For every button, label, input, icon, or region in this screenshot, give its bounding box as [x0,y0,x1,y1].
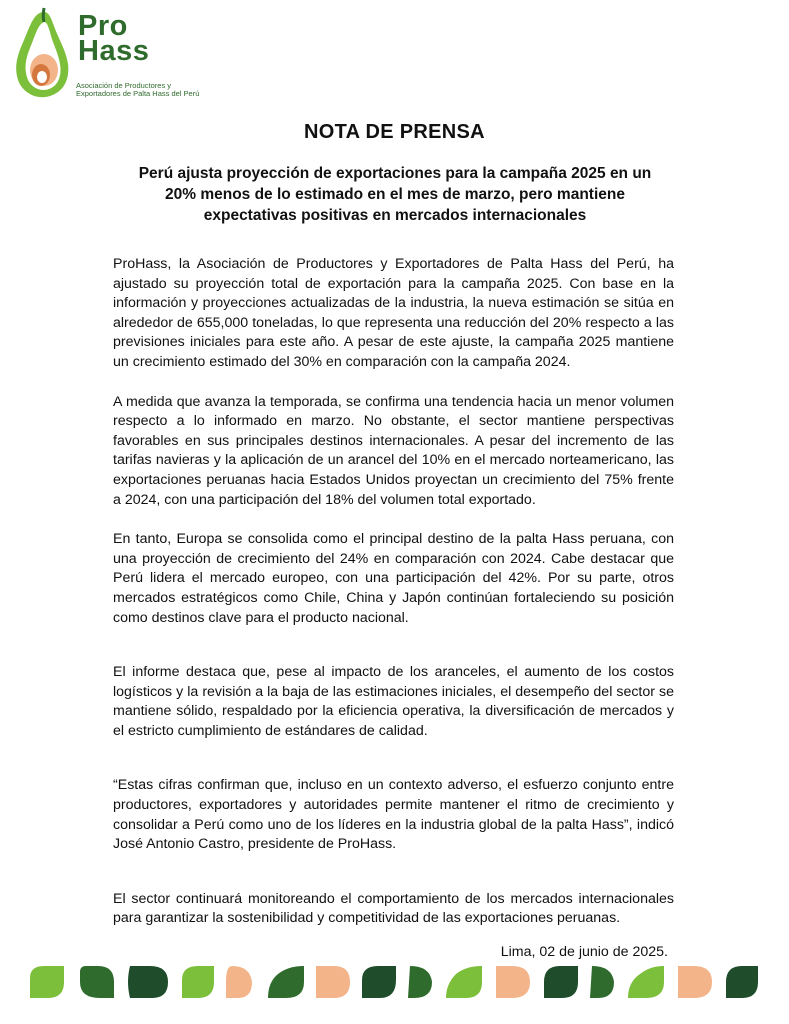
prohass-logo [8,6,208,102]
logo-wordmark-hass: Hass [78,35,150,67]
leaf-icon [316,966,350,998]
paragraph: A medida que avanza la temporada, se confirma una tendencia hacia un menor volumen respecto a lo informado en marzo. No obstante, el sector mantiene perspectivas favorables en sus principales destinos internacionales. A pesar del incremento de las tarifas navieras y la aplicación de un arancel del 10% en el mercado norteamericano, las exportaciones peruanas hacia Estados Unidos proyectan un crecimiento del 75% frente a 2024, con una participación del 18% del volumen total exportado. [113,393,674,508]
leaf-icon [590,966,614,998]
leaf-icon [446,966,482,998]
logo-wordmark-pro: Pro [78,10,128,42]
logo-wordmark [78,10,208,67]
leaf-icon [226,966,252,998]
paragraph: En tanto, Europa se consolida como el principal destino de la palta Hass peruana, con una proyección de crecimiento del 24% en comparación con 2024. Cabe destacar que Perú lidera el mercado europeo, con una participación del 42%. Por su parte, otros mercados estratégicos como Chile, China y Japón continúan fortaleciendo su posición como destinos clave para el producto nacional. [113,531,674,626]
leaf-icon [628,966,664,998]
paragraph: El sector continuará monitoreando el comportamiento de los mercados internacionales para garantizar la sostenibilidad y competitividad de las exportaciones peruanas. [113,890,674,927]
avocado-logo-icon [8,6,76,102]
leaf-icon [30,966,64,998]
document-body [113,255,674,960]
leaf-icon [128,966,168,998]
leaf-icon [268,966,304,998]
document-title: NOTA DE PRENSA [304,121,485,143]
dateline: Lima, 02 de junio de 2025. [500,944,668,961]
leaf-icon [182,966,214,998]
leaf-icon [496,966,530,998]
logo-tagline-line2: Exportadores de Palta Hass del Perú [76,89,200,98]
avocado-border-decoration [0,962,789,1002]
leaf-icon [362,966,396,998]
logo-tagline-line1: Asociación de Productores y [76,81,172,90]
paragraph: ProHass, la Asociación de Productores y Exportadores de Palta Hass del Perú, ha ajustado su proyección total de exportación para la campaña 2025. Con base en la información y proyecciones actualizadas de la industria, la nueva estimación se sitúa en alrededor de 655,000 toneladas, lo que representa una reducción del 20% respecto a las previsiones iniciales para este año. A pesar de este ajuste, la campaña 2025 mantiene un crecimiento estimado del 30% en comparación con la campaña 2024. [113,256,674,370]
logo-tagline [76,82,216,98]
leaf-row [30,966,758,998]
leaf-icon [408,966,432,998]
paragraph: El informe destaca que, pese al impacto de los aranceles, el aumento de los costos logísticos y la revisión a la baja de las estimaciones iniciales, el desempeño del sector se mantiene sólido, respaldado por la eficiencia operativa, la diversificación de mercados y el estricto cumplimiento de estándares de calidad. [113,664,674,739]
leaf-icon [678,966,712,998]
leaf-icon [544,966,578,998]
leaf-icon [726,966,758,998]
leaf-icon [80,966,114,998]
quote-paragraph: “Estas cifras confirman que, incluso en un contexto adverso, el esfuerzo conjunto entre productores, exportadores y autoridades permite mantener el ritmo de crecimiento y consolidar a Perú como uno de los líderes en la industria global de la palta Hass”, indicó José Antonio Castro, presidente de ProHass. [113,777,674,853]
document-subtitle: Perú ajusta proyección de exportaciones para la campaña 2025 en un 20% menos de lo estimado en el mes de marzo, pero mantiene expectativas positivas en mercados internacionales [138,165,652,224]
